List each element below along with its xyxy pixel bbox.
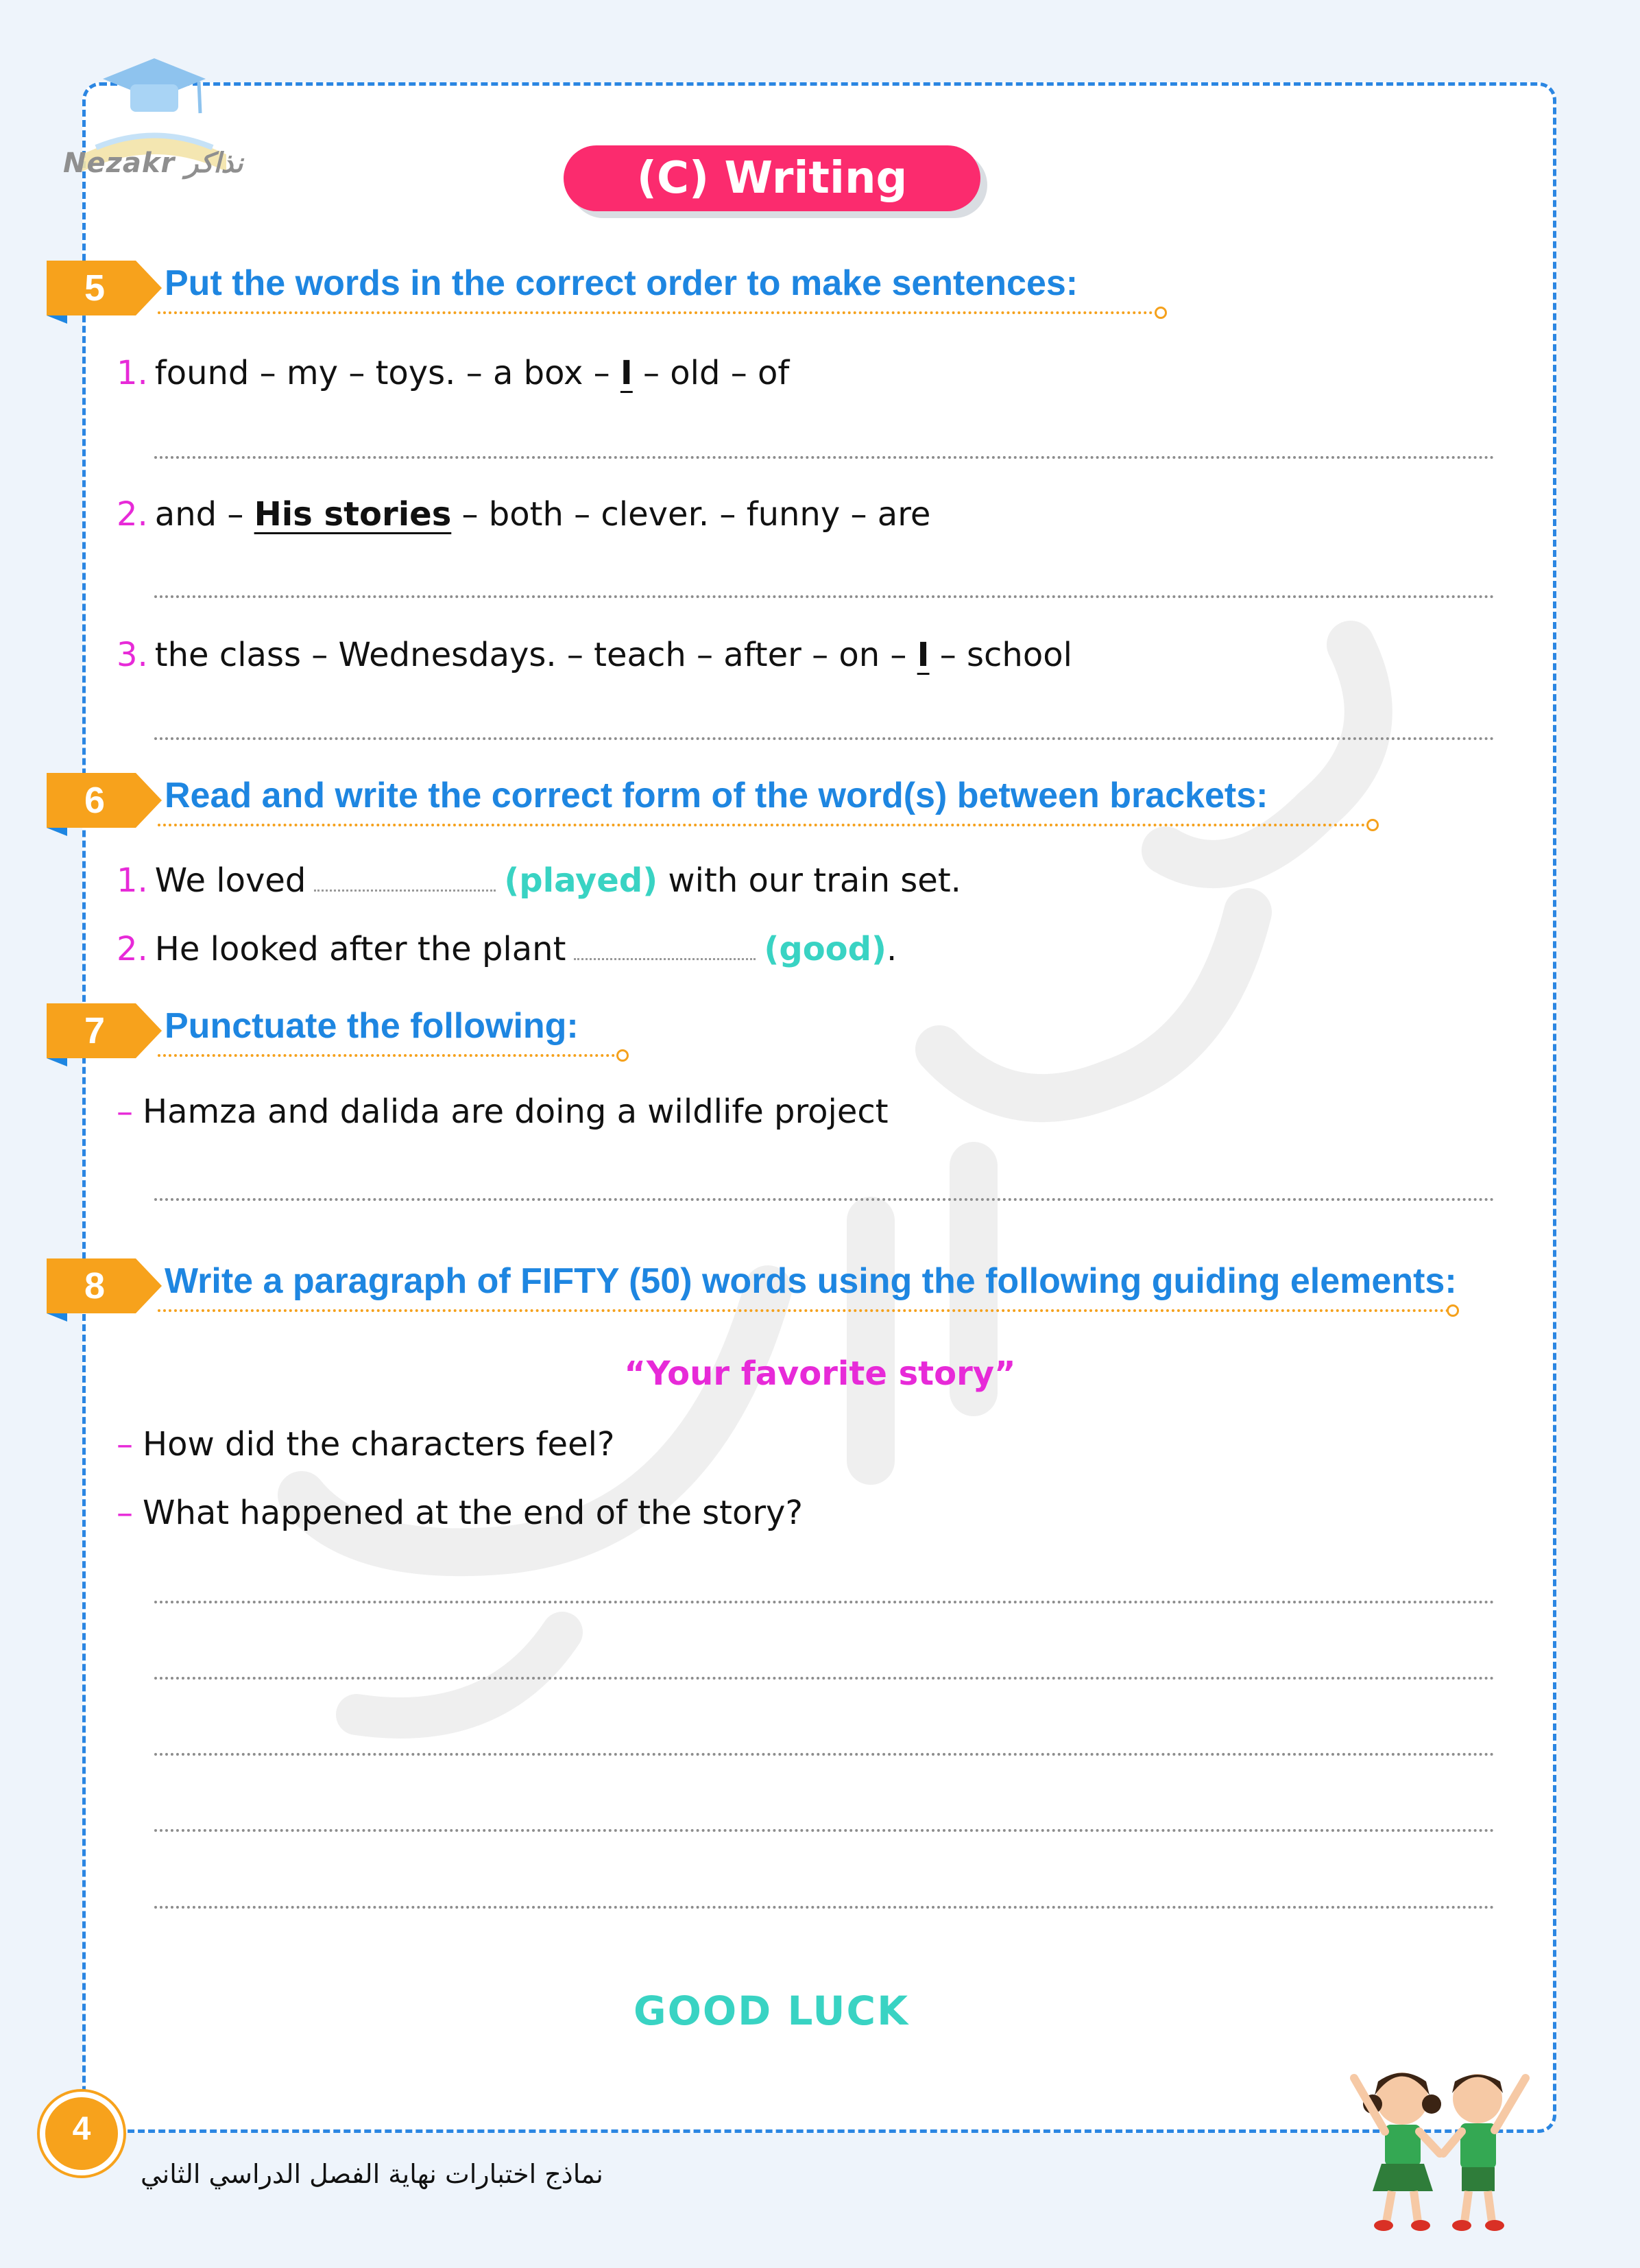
question-8-title: Write a paragraph of FIFTY (50) words using the following guiding elements: bbox=[165, 1261, 1457, 1301]
question-5-number: 5 bbox=[84, 267, 106, 309]
q8-answer-line-2[interactable] bbox=[154, 1677, 1495, 1680]
q7-answer-line[interactable] bbox=[154, 1198, 1495, 1201]
q5-answer-line-1[interactable] bbox=[154, 456, 1495, 459]
q8-answer-line-3[interactable] bbox=[154, 1753, 1495, 1756]
q5-item-1: 1. found – my – toys. – a box – I – old – of bbox=[117, 354, 790, 392]
question-5-title: Put the words in the correct order to make sentences: bbox=[165, 263, 1078, 303]
question-8-underline-dot bbox=[1447, 1304, 1459, 1317]
q8-answer-line-4[interactable] bbox=[154, 1829, 1495, 1832]
question-7-underline bbox=[158, 1054, 620, 1057]
q5-answer-line-3[interactable] bbox=[154, 737, 1495, 740]
question-6-number: 6 bbox=[84, 780, 106, 821]
q8-element-2: – What happened at the end of the story? bbox=[117, 1494, 803, 1532]
q6-item-2: 2. He looked after the plant (good). bbox=[117, 930, 897, 968]
logo-text: Nezakr نذاكر bbox=[63, 147, 243, 179]
question-6-underline bbox=[158, 824, 1371, 826]
q5-answer-line-2[interactable] bbox=[154, 595, 1495, 598]
question-6-title: Read and write the correct form of the word(s) between brackets: bbox=[165, 776, 1268, 815]
question-5-underline bbox=[158, 311, 1159, 314]
good-luck-text: GOOD LUCK bbox=[633, 1988, 910, 2034]
q5-item-3: 3. the class – Wednesdays. – teach – after – on – I – school bbox=[117, 636, 1072, 674]
kids-illustration bbox=[1337, 2051, 1543, 2236]
question-7-title: Punctuate the following: bbox=[165, 1006, 579, 1046]
question-6-underline-dot bbox=[1366, 819, 1379, 831]
q8-answer-line-5[interactable] bbox=[154, 1906, 1495, 1909]
question-5-underline-dot bbox=[1155, 307, 1167, 319]
q8-topic: “Your favorite story” bbox=[624, 1354, 1016, 1393]
q7-sentence: – Hamza and dalida are doing a wildlife project bbox=[117, 1093, 889, 1131]
q6-item-1: 1. We loved (played) with our train set. bbox=[117, 861, 961, 900]
q8-element-1: – How did the characters feel? bbox=[117, 1425, 615, 1464]
question-8-number: 8 bbox=[84, 1265, 106, 1306]
footer-caption: نماذج اختبارات نهاية الفصل الدراسي الثاني bbox=[141, 2159, 603, 2189]
q6-blank-2[interactable] bbox=[574, 954, 756, 960]
page-number-badge: 4 bbox=[45, 2097, 118, 2170]
question-7-number: 7 bbox=[84, 1010, 106, 1051]
question-8-underline bbox=[158, 1309, 1450, 1312]
q8-answer-line-1[interactable] bbox=[154, 1601, 1495, 1603]
q5-item-2: 2. and – His stories – both – clever. – funny – are bbox=[117, 495, 931, 534]
q6-blank-1[interactable] bbox=[314, 885, 496, 892]
section-title: (C) Writing bbox=[564, 145, 980, 211]
question-7-underline-dot bbox=[616, 1049, 629, 1062]
